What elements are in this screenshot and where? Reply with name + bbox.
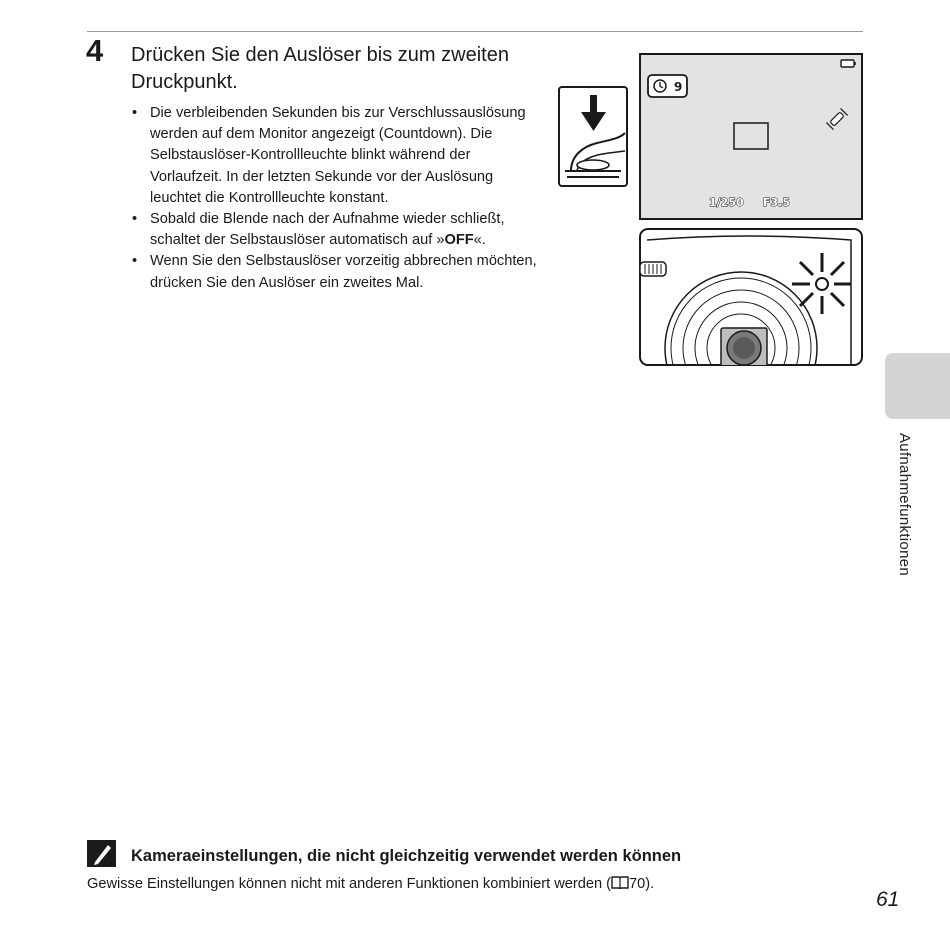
self-timer-lamp-icon (792, 253, 851, 314)
note-text-end: ). (645, 876, 655, 892)
bullet-auto-off-text: Sobald die Blende nach der Aufnahme wieder schließt, schaltet der Selbstauslöser automatisch auf » (150, 211, 505, 249)
off-label: OFF (444, 232, 474, 249)
note-text (87, 876, 654, 892)
battery-icon (841, 60, 856, 67)
note-reference: 70 (629, 876, 646, 892)
note-text-body: Gewisse Einstellungen können nicht mit anderen Funktionen kombiniert werden ( (87, 876, 612, 892)
bullet-auto-off-end: «. (473, 232, 486, 249)
grip-icon (640, 262, 666, 276)
self-timer-icon (648, 75, 687, 97)
monitor-display (639, 53, 863, 221)
note-title: Kameraeinstellungen, die nicht gleichzeitig verwendet werden können (131, 847, 682, 865)
step-title: Drücken Sie den Auslöser bis zum zweiten Druckpunkt. (131, 44, 509, 93)
step-number: 4 (86, 33, 104, 68)
top-rule (87, 31, 863, 32)
bullet-cancel: • Wenn Sie den Selbstauslöser vorzeitig abbrechen möchten, drücken Sie den Auslöser ein zweites Mal. (130, 251, 540, 293)
chapter-tab (885, 353, 950, 419)
countdown-value: 9 (674, 80, 683, 94)
note-pencil-icon (87, 840, 116, 867)
chapter-label-text: Aufnahmefunktionen (896, 433, 913, 576)
shutter-press-icon (557, 85, 629, 188)
shutter-speed-value: 1/250 (709, 196, 744, 209)
book-icon (611, 876, 629, 889)
bullet-auto-off (130, 209, 540, 251)
camera-front-illustration (639, 228, 863, 366)
chapter-label (893, 433, 913, 613)
bullet-list (130, 103, 540, 294)
aperture-value: F3.5 (763, 196, 791, 209)
page-number: 61 (876, 888, 900, 911)
bullet-countdown: • Die verbleibenden Sekunden bis zur Verschlussauslösung werden auf dem Monitor angezeigt (Countdown). Die Selbstauslöser-Kontrollleuchte blinkt während der Vorlaufzeit. In der letzten Sekunde vor der Auslösung leuchtet die Kontrollleuchte konstant. (130, 103, 540, 209)
